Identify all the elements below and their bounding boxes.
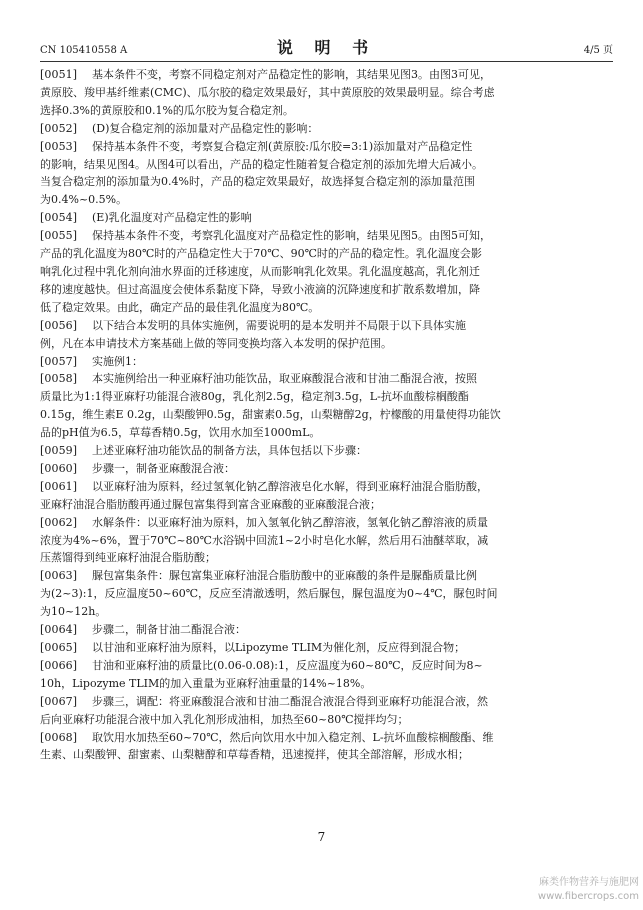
paragraph-text: 基本条件不变，考察不同稳定剂对产品稳定性的影响，其结果见图3。由图3可见， <box>92 68 491 81</box>
paragraph-text: 步骤一，制备亚麻酸混合液： <box>92 461 235 475</box>
text-line <box>40 209 613 227</box>
paragraph <box>40 478 613 514</box>
text-line <box>40 460 613 478</box>
paragraph <box>40 639 613 657</box>
text-line: 10h，Lipozyme TLIM的加入重量为亚麻籽油重量的14%~18%。 <box>40 676 372 690</box>
paragraph-text: (D)复合稳定剂的添加量对产品稳定性的影响： <box>92 121 319 135</box>
paragraph-number: [0052] <box>40 121 78 135</box>
paragraph-number: [0057] <box>40 354 78 368</box>
watermark-site-name: 麻类作物营养与施肥网 <box>539 877 639 888</box>
paragraph <box>40 138 613 210</box>
paragraph-text: 步骤二，制备甘油二酯混合液： <box>92 623 246 637</box>
text-line: 品的pH值为6.5，草莓香精0.5g，饮用水加至1000mL。 <box>40 426 321 440</box>
paragraph <box>40 621 613 639</box>
paragraph-number: [0065] <box>40 641 78 654</box>
text-line <box>40 120 613 138</box>
paragraph-text: 实施例1： <box>92 354 143 368</box>
paragraph <box>40 370 613 442</box>
paragraph-text: 取饮用水加热至60~70℃，然后向饮用水中加入稳定剂、L-抗坏血酸棕榈酸酯、维 <box>92 730 494 744</box>
paragraph-text: 保持基本条件不变，考察乳化温度对产品稳定性的影响，结果见图5。由图5可知， <box>92 229 491 243</box>
watermark <box>538 876 639 904</box>
watermark-url: www.fibercrops.com <box>537 891 639 902</box>
paragraph-text: 以下结合本发明的具体实施例，需要说明的是本发明并不局限于以下具体实施 <box>92 318 466 332</box>
text-line: 为0.4%~0.5%。 <box>40 193 128 207</box>
text-line: 低了稳定效果。由此，确定产品的最佳乳化温度为80℃。 <box>40 300 320 314</box>
document-number: CN 105410558 A <box>40 45 128 56</box>
text-line: 亚麻籽油混合脂肪酸再通过脲包富集得到富含亚麻酸的亚麻酸混合液； <box>40 497 381 511</box>
paragraph-number: [0053] <box>40 139 78 153</box>
paragraph-text: (E)乳化温度对产品稳定性的影响 <box>92 211 252 225</box>
page-header <box>40 38 613 58</box>
paragraph <box>40 693 613 729</box>
paragraph-number: [0067] <box>40 694 78 708</box>
paragraph-number: [0056] <box>40 318 78 332</box>
text-line: 为(2~3):1，反应温度50~60℃，反应至清澈透明，然后脲包，脲包温度为0~4℃，脲包时间 <box>40 587 498 601</box>
paragraph-text: 上述亚麻籽油功能饮品的制备方法，具体包括以下步骤： <box>92 444 367 458</box>
paragraph <box>40 209 613 227</box>
document-body <box>40 66 613 764</box>
text-line <box>40 227 613 245</box>
page-title: 说 明 书 <box>276 38 377 57</box>
text-line: 选择0.3%的黄原胶和0.1%的瓜尔胶为复合稳定剂。 <box>40 103 294 117</box>
paragraph-text: 以亚麻籽油为原料，经过氢氧化钠乙醇溶液皂化水解，得到亚麻籽油混合脂肪酸， <box>92 479 488 493</box>
page-indicator: 4/5 页 <box>583 45 613 56</box>
paragraph-number: [0062] <box>40 515 78 529</box>
text-line: 为10~12h。 <box>40 605 107 619</box>
text-line <box>40 621 613 639</box>
text-line <box>40 317 613 335</box>
text-line <box>40 567 613 585</box>
paragraph-text: 脲包富集条件：脲包富集亚麻籽油混合脂肪酸中的亚麻酸的条件是脲酯质量比例 <box>92 569 477 583</box>
paragraph-text: 保持基本条件不变，考察复合稳定剂(黄原胶:瓜尔胶=3:1)添加量对产品稳定性 <box>92 139 473 153</box>
text-line <box>40 370 613 388</box>
page-number: 7 <box>317 830 326 844</box>
paragraph-number: [0061] <box>40 479 78 493</box>
text-line: 质量比为1:1得亚麻籽功能混合液80g，乳化剂2.5g，稳定剂3.5g，L-抗坏血酸棕榈酸酯 <box>40 390 469 404</box>
text-line: 黄原胶、羧甲基纤维素(CMC)、瓜尔胶的稳定效果最好，其中黄原胶的效果最明显。综合考虑 <box>40 85 495 99</box>
text-line: 产品的乳化温度为80℃时的产品稳定性大于70℃、90℃时的产品的稳定性。乳化温度会影 <box>40 247 482 261</box>
paragraph-text: 步骤三，调配：将亚麻酸混合液和甘油二酯混合液混合得到亚麻籽功能混合液，然 <box>92 694 488 708</box>
text-line <box>40 353 613 371</box>
text-line <box>40 693 613 711</box>
paragraph <box>40 120 613 138</box>
text-line <box>40 478 613 496</box>
paragraph-number: [0063] <box>40 569 78 583</box>
paragraph-number: [0068] <box>40 730 78 744</box>
text-line: 后向亚麻籽功能混合液中加入乳化剂形成油相，加热至60~80℃搅拌均匀； <box>40 712 409 726</box>
paragraph <box>40 353 613 371</box>
paragraph-number: [0054] <box>40 211 78 225</box>
paragraph <box>40 227 613 317</box>
text-line <box>40 138 613 156</box>
paragraph <box>40 66 613 120</box>
text-line: 例，凡在本申请技术方案基础上做的等同变换均落入本发明的保护范围。 <box>40 336 392 350</box>
paragraph-number: [0060] <box>40 461 78 475</box>
paragraph-number: [0059] <box>40 444 78 458</box>
header-divider <box>40 61 613 62</box>
paragraph <box>40 460 613 478</box>
paragraph-number: [0055] <box>40 229 78 243</box>
text-line <box>40 442 613 460</box>
paragraph <box>40 442 613 460</box>
paragraph-text: 水解条件：以亚麻籽油为原料，加入氢氧化钠乙醇溶液，氢氧化钠乙醇溶液的质量 <box>92 515 488 529</box>
paragraph-text: 本实施例给出一种亚麻籽油功能饮品，取亚麻酸混合液和甘油二酯混合液，按照 <box>92 372 477 386</box>
text-line: 压蒸馏得到纯亚麻籽油混合脂肪酸； <box>40 551 216 565</box>
paragraph <box>40 657 613 693</box>
text-line <box>40 514 613 532</box>
text-line: 移的速度越快。但过高温度会使体系黏度下降，导致小液滴的沉降速度和扩散系数增加，降 <box>40 282 480 296</box>
paragraph-text: 甘油和亚麻籽油的质量比(0.06-0.08):1，反应温度为60~80℃，反应时间为8~ <box>92 658 483 672</box>
paragraph-number: [0066] <box>40 658 78 672</box>
text-line: 0.15g，维生素E 0.2g，山梨酸钾0.5g，甜蜜素0.5g，山梨糖醇2g，柠檬酸的用量使得功能饮 <box>40 408 501 422</box>
paragraph <box>40 514 613 568</box>
text-line: 浓度为4%~6%，置于70℃~80℃水浴锅中回流1~2小时皂化水解，然后用石油醚萃取，减 <box>40 533 489 547</box>
paragraph-text: 以甘油和亚麻籽油为原料，以Lipozyme TLIM为催化剂，反应得到混合物； <box>92 641 466 654</box>
text-line <box>40 657 613 675</box>
paragraph <box>40 567 613 621</box>
paragraph <box>40 729 613 765</box>
text-line <box>40 639 613 657</box>
text-line: 当复合稳定剂的添加量为0.4%时，产品的稳定效果最好，故选择复合稳定剂的添加量范围 <box>40 175 475 189</box>
paragraph-number: [0058] <box>40 372 78 386</box>
text-line <box>40 66 613 84</box>
paragraph-number: [0064] <box>40 623 78 637</box>
text-line <box>40 729 613 747</box>
text-line: 生素、山梨酸钾、甜蜜素、山梨糖醇和草莓香精，迅速搅拌，使其全部溶解，形成水相； <box>40 748 469 762</box>
paragraph <box>40 317 613 353</box>
text-line: 的影响，结果见图4。从图4可以看出，产品的稳定性随着复合稳定剂的添加先增大后减小。 <box>40 157 483 171</box>
paragraph-number: [0051] <box>40 68 78 81</box>
text-line: 响乳化过程中乳化剂向油水界面的迁移速度，从而影响乳化效果。乳化温度越高，乳化剂迁 <box>40 264 480 278</box>
